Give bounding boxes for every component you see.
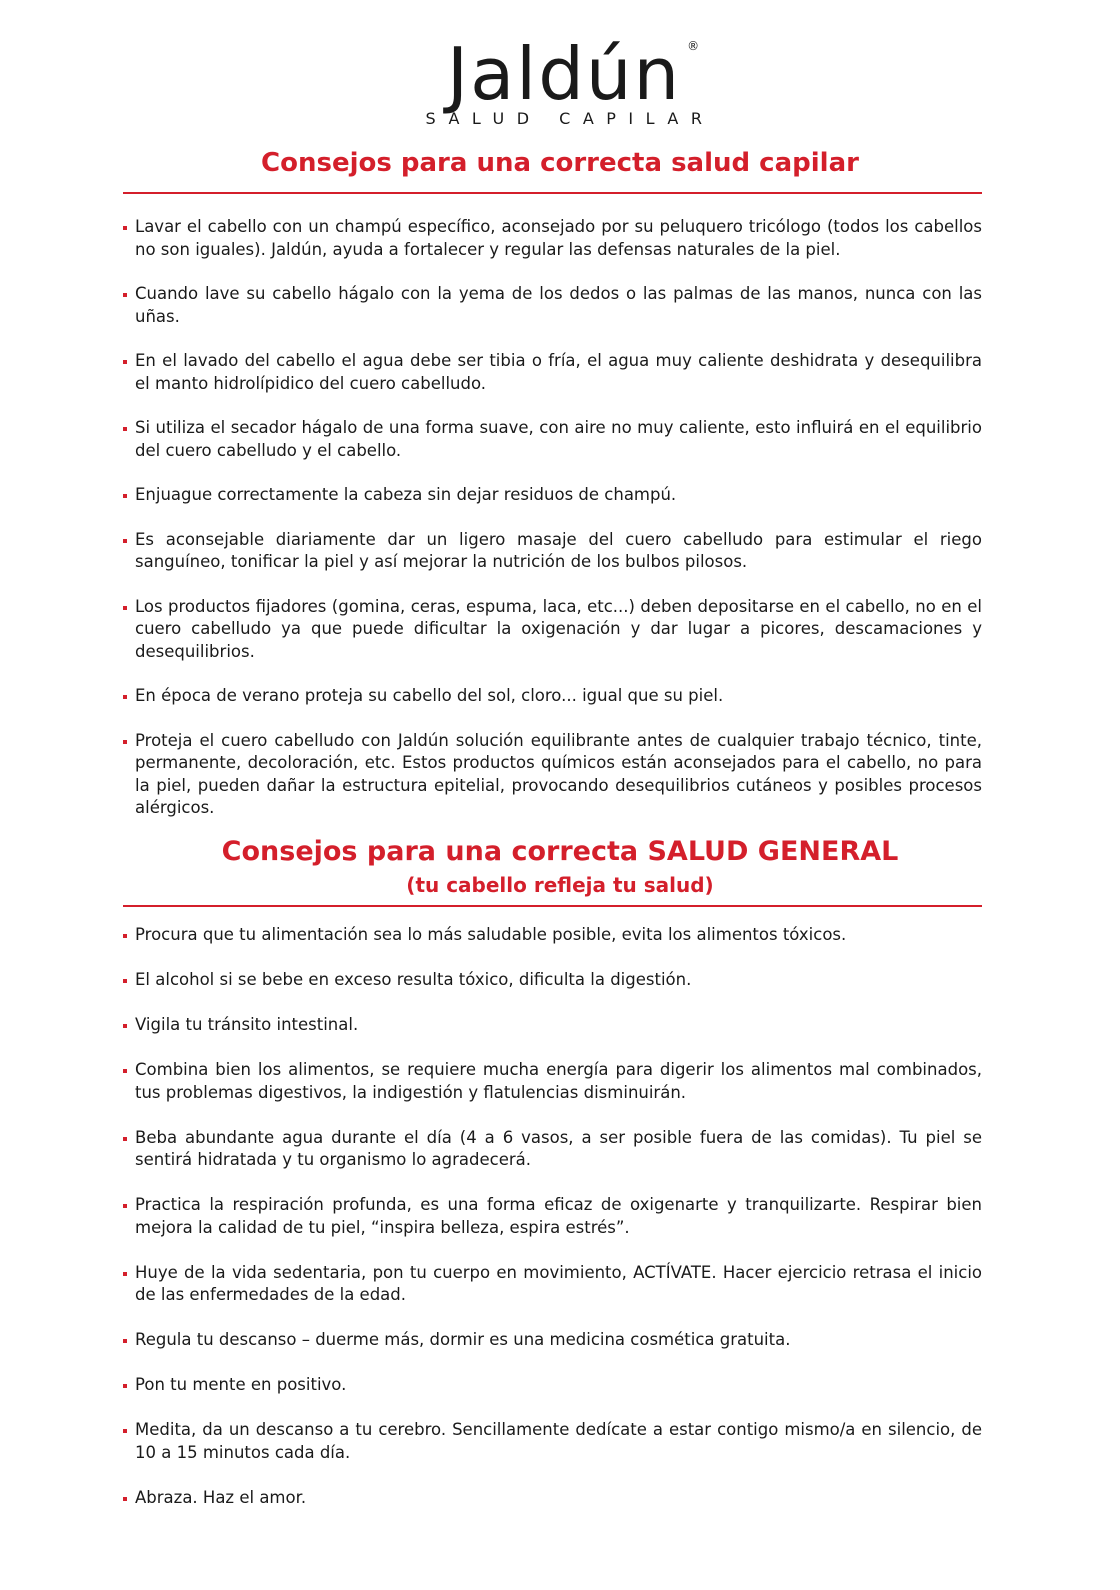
section-title-hair-health: Consejos para una correcta salud capilar	[261, 148, 859, 178]
section-divider	[123, 192, 982, 194]
list-item-text: Beba abundante agua durante el día (4 a 6 vasos, a ser posible fuera de las comidas). Tu piel se sentirá hidratada y tu organismo lo agradecerá.	[135, 1127, 982, 1169]
list-item	[121, 969, 982, 992]
list-item	[121, 685, 982, 708]
hair-tips-list	[121, 216, 982, 842]
bullet-icon	[123, 1204, 127, 1208]
bullet-icon	[123, 934, 127, 938]
bullet-icon	[123, 427, 127, 431]
list-item	[121, 1487, 982, 1510]
bullet-icon	[123, 979, 127, 983]
registered-mark: ®	[687, 39, 700, 53]
list-item-text: Cuando lave su cabello hágalo con la yema de los dedos o las palmas de las manos, nunca con las uñas.	[135, 284, 982, 326]
list-item	[121, 1262, 982, 1307]
brand-tagline: SALUD CAPILAR	[425, 109, 715, 128]
bullet-icon	[123, 539, 127, 543]
list-item	[121, 1059, 982, 1104]
section-subtitle: (tu cabello refleja tu salud)	[406, 873, 714, 897]
list-item-text: Huye de la vida sedentaria, pon tu cuerpo en movimiento, ACTÍVATE. Hacer ejercicio retrasa el inicio de las enfermedades de la edad.	[135, 1262, 982, 1304]
list-item-text: Vigila tu tránsito intestinal.	[135, 1015, 359, 1034]
brand-wordmark	[439, 32, 700, 116]
list-item-text: Pon tu mente en positivo.	[135, 1375, 347, 1394]
bullet-icon	[123, 293, 127, 297]
bullet-icon	[123, 1272, 127, 1276]
section-divider	[123, 905, 982, 907]
bullet-icon	[123, 606, 127, 610]
general-tips-list	[121, 924, 982, 1532]
list-item	[121, 1419, 982, 1464]
list-item	[121, 350, 982, 395]
list-item-text: Regula tu descanso – duerme más, dormir es una medicina cosmética gratuita.	[135, 1330, 791, 1349]
list-item	[121, 596, 982, 664]
list-item-text: Medita, da un descanso a tu cerebro. Sencillamente dedícate a estar contigo mismo/a en silencio, de 10 a 15 minutos cada día.	[135, 1420, 982, 1462]
list-item	[121, 283, 982, 328]
list-item	[121, 924, 982, 947]
list-item-text: Enjuague correctamente la cabeza sin dejar residuos de champú.	[135, 485, 677, 504]
list-item-text: Abraza. Haz el amor.	[135, 1487, 307, 1507]
list-item	[121, 529, 982, 574]
list-item-text: En época de verano proteja su cabello del sol, cloro... igual que su piel.	[135, 686, 724, 705]
list-item	[121, 1329, 982, 1352]
bullet-icon	[123, 494, 127, 498]
list-item	[121, 1194, 982, 1239]
list-item-text: Lavar el cabello con un champú específico, aconsejado por su peluquero tricólogo (todos los cabellos no son iguales). Jaldún, ayuda a fortalecer y regular las defensas naturales de la piel.	[135, 217, 982, 259]
list-item-text: El alcohol si se bebe en exceso resulta tóxico, dificulta la digestión.	[135, 970, 692, 989]
list-item-text: Es aconsejable diariamente dar un ligero masaje del cuero cabelludo para estimular el riego sanguíneo, tonificar la piel y así mejorar la nutrición de los bulbos pilosos.	[135, 529, 982, 571]
brand-logo	[0, 32, 1120, 128]
list-item-text: Proteja el cuero cabelludo con Jaldún solución equilibrante antes de cualquier trabajo técnico, tinte, permanente, decoloración, etc. Estos productos químicos están aconsejados para el cabello, no para la piel, pueden dañar la estructura epitelial, provocando desequilibrios cutáneos y posibles procesos alérgicos.	[135, 730, 982, 817]
bullet-icon	[123, 1024, 127, 1028]
bullet-icon	[123, 695, 127, 699]
list-item-text: Los productos fijadores (gomina, ceras, espuma, laca, etc...) deben depositarse en el cabello, no en el cuero cabelludo ya que puede dificultar la oxigenación y dar lugar a picores, descamaciones y desequilibrios.	[135, 596, 982, 661]
list-item	[121, 730, 982, 820]
list-item	[121, 1127, 982, 1172]
list-item	[121, 1374, 982, 1397]
list-item-text: Si utiliza el secador hágalo de una forma suave, con aire no muy caliente, esto influirá en el equilibrio del cuero cabelludo y el cabello.	[135, 418, 982, 460]
bullet-icon	[123, 1384, 127, 1388]
list-item	[121, 1014, 982, 1037]
bullet-icon	[123, 226, 127, 230]
list-item-text: Combina bien los alimentos, se requiere mucha energía para digerir los alimentos mal combinados, tus problemas digestivos, la indigestión y flatulencias disminuirán.	[135, 1060, 982, 1102]
bullet-icon	[123, 1429, 127, 1433]
list-item	[121, 216, 982, 261]
bullet-icon	[123, 1137, 127, 1141]
list-item	[121, 417, 982, 462]
section-title-general-health: Consejos para una correcta SALUD GENERAL	[221, 836, 899, 867]
bullet-icon	[123, 360, 127, 364]
list-item-text: En el lavado del cabello el agua debe ser tibia o fría, el agua muy caliente deshidrata y desequilibra el manto hidrolípidico del cuero cabelludo.	[135, 351, 982, 393]
bullet-icon	[123, 1497, 127, 1501]
list-item	[121, 484, 982, 507]
list-item-text: Practica la respiración profunda, es una forma eficaz de oxigenarte y tranquilizarte. Respirar bien mejora la calidad de tu piel, “inspira belleza, espira estrés”.	[135, 1195, 982, 1237]
list-item-text: Procura que tu alimentación sea lo más saludable posible, evita los alimentos tóxicos.	[135, 925, 847, 944]
bullet-icon	[123, 1339, 127, 1343]
bullet-icon	[123, 740, 127, 744]
bullet-icon	[123, 1069, 127, 1073]
brand-name: Jaldún	[446, 32, 682, 116]
